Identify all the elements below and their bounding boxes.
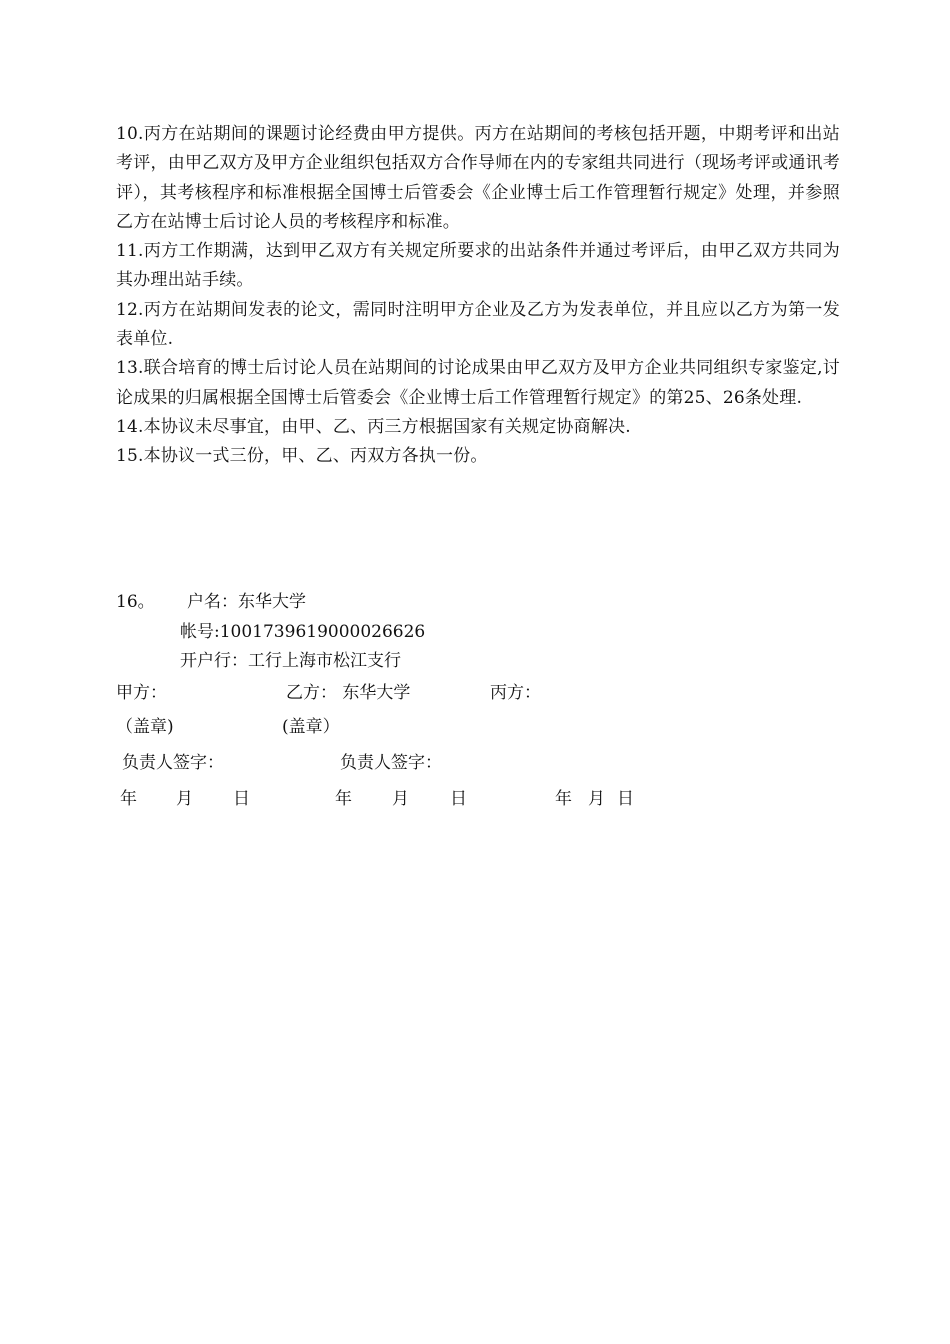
party-c-date-day: 日 <box>617 789 634 809</box>
party-b-date-month: 月 <box>392 789 409 809</box>
party-a-label: 甲方： <box>116 683 167 703</box>
party-b-label: 乙方： 东华大学 <box>286 683 411 703</box>
party-c-date-month: 月 <box>588 789 605 809</box>
party-a-seal: （盖章) <box>116 717 174 737</box>
party-a-date-month: 月 <box>176 789 193 809</box>
party-b-seal: (盖章） <box>282 717 340 737</box>
clause-11: 11.丙方工作期满，达到甲乙双方有关规定所要求的出站条件并通过考评后，由甲乙双方共同为其办理出站手续。 <box>116 241 840 291</box>
party-a-date-year: 年 <box>120 789 137 809</box>
clause-16-number: 16。 <box>116 592 155 612</box>
clause-list <box>116 120 840 472</box>
clause-12: 12.丙方在站期间发表的论文，需同时注明甲方企业及乙方为发表单位，并且应以乙方为第一发表单位. <box>116 299 840 350</box>
party-b-signer-label: 负责人签字： <box>340 753 442 773</box>
account-name: 户名：东华大学 <box>187 592 306 612</box>
clause-15: 15.本协议一式三份，甲、乙、丙双方各执一份。 <box>116 446 488 467</box>
clause-14: 14.本协议未尽事宜，由甲、乙、丙三方根据国家有关规定协商解决. <box>116 416 631 437</box>
party-b-date-day: 日 <box>450 789 467 809</box>
party-b-date-year: 年 <box>335 789 352 809</box>
party-c-label: 丙方： <box>490 683 541 703</box>
clause-10: 10.丙方在站期间的课题讨论经费由甲方提供。丙方在站期间的考核包括开题，中期考评和出站考评，由甲乙双方及甲方企业组织包括双方合作导师在内的专家组共同进行（现场考评或通讯考评），其考核程序和标准根据全国博士后管委会《企业博士后工作管理暂行规定》处理，并参照乙方在站博士后讨论人员的考核程序和标准。 <box>116 124 840 232</box>
party-a-date-day: 日 <box>233 789 250 809</box>
bank-name: 开户行：工行上海市松江支行 <box>180 651 401 671</box>
account-number: 帐号:1001739619000026626 <box>180 622 426 642</box>
party-a-signer-label: 负责人签字： <box>122 753 224 773</box>
clause-13: 13.联合培育的博士后讨论人员在站期间的讨论成果由甲乙双方及甲方企业共同组织专家鉴定,讨论成果的归属根据全国博士后管委会《企业博士后工作管理暂行规定》的第25、26条处理. <box>116 358 840 408</box>
party-c-date-year: 年 <box>555 789 572 809</box>
